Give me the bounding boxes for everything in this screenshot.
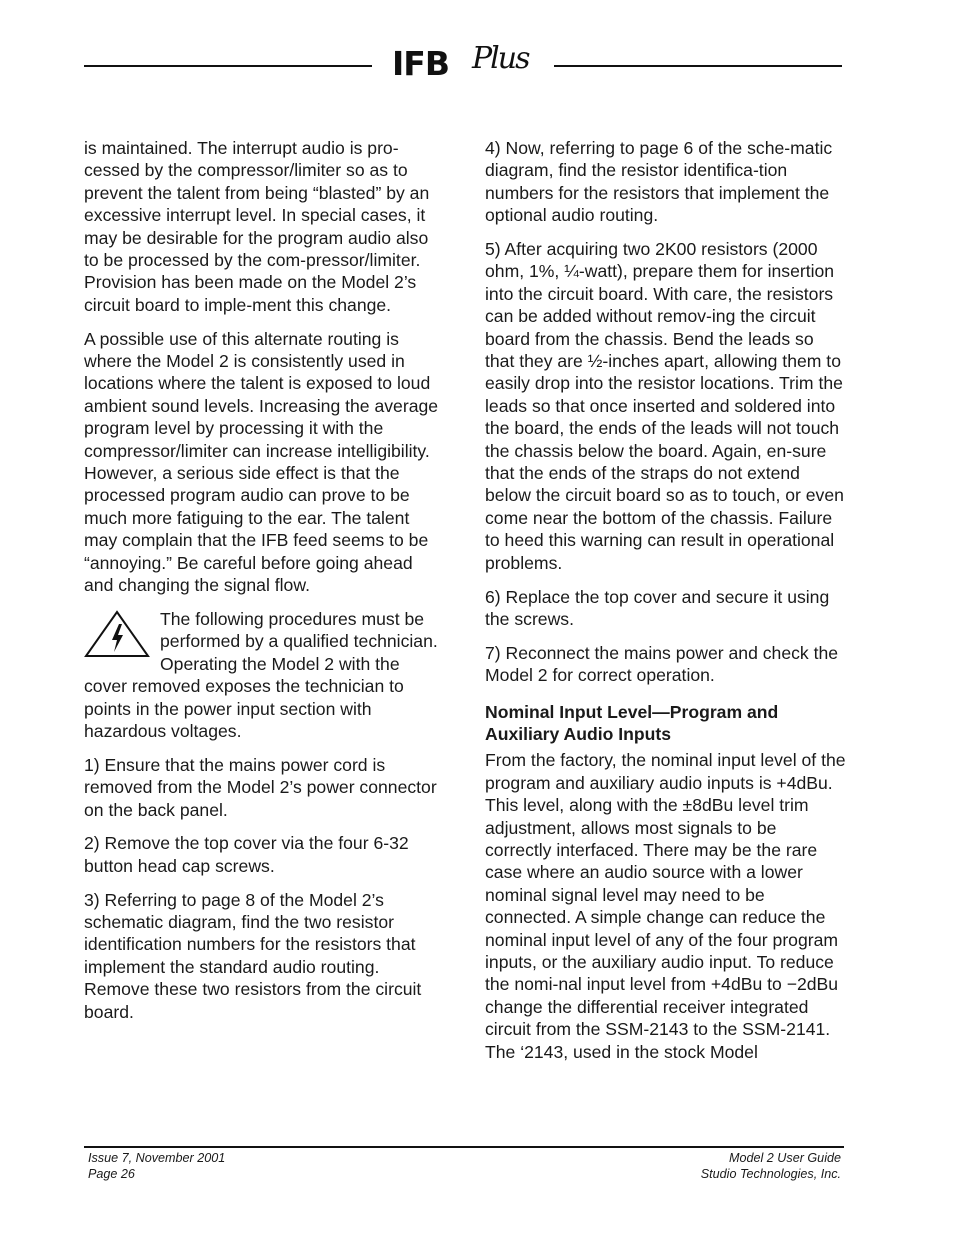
section-heading-nominal-input: Nominal Input Level—Program and Auxiliary Audio Inputs [485,701,779,744]
paragraph-alternate-routing: A possible use of this alternate routing is where the Model 2 is consistently used in locations where the talent is exposed to loud ambient sound levels. Increasing the average program level by processing it with the compressor/limiter can increase intelligibility. However, a serious side effect is that the processed program audio can prove to be much more fatiguing to the ear. The talent may complain that the IFB feed seems to be “annoying.” Be careful before going ahead and changing the signal flow. [84,328,439,596]
step-6: 6) Replace the top cover and secure it using the screws. [485,586,830,629]
ifb-plus-logo [392,42,542,86]
footer-issue: Issue 7, November 2001 [88,1151,226,1165]
logo-script-text: Plus [472,41,529,76]
step-1: 1) Ensure that the mains power cord is removed from the Model 2’s power connector on the back panel. [84,754,437,820]
right-column [485,137,847,1074]
warning-text: The following procedures must be performed by a qualified technician. Operating the Model 2 with the cover removed exposes the technician to points in the power input section with hazardous voltages. [84,608,438,741]
footer-rule [84,1146,844,1148]
step-3: 3) Referring to page 8 of the Model 2’s schematic diagram, find the two resistor identification numbers for the resistors that implement the standard audio routing. Remove these two resistors from the circuit board. [84,889,422,1022]
header-rule-left [84,65,372,67]
footer-company: Studio Technologies, Inc. [700,1167,841,1181]
high-voltage-warning-icon [84,610,150,658]
footer-right [701,1150,841,1182]
footer-guide-title: Model 2 User Guide [729,1151,841,1165]
left-column [84,137,446,1034]
step-7: 7) Reconnect the mains power and check the Model 2 for correct operation. [485,642,839,686]
header-rule-right [554,65,842,67]
step-5: 5) After acquiring two 2K00 resistors (2000 ohm, 1%, ¼-watt), prepare them for insertion into the circuit board. With care, the resistors can be added without remov-ing the circuit board from the chassis. Bend the leads so that they are ½-inches apart, allowing them to easily drop into the resistor locations. Trim the leads so that once inserted and soldered into the board, the ends of the leads will not touch the chassis below the board. Again, en-sure that the ends of the straps do not extend below the circuit board so as to touch, or even come near the bottom of the chassis. Failure to heed this warning can result in operational problems. [485,239,844,573]
paragraph-nominal-input: From the factory, the nominal input level of the program and auxiliary audio inputs is +4dBu. This level, along with the ±8dBu level trim adjustment, allows most signals to be correctly interfaced. There may be the rare case where an audio source with a lower nominal signal level may need to be connected. A simple change can reduce the nominal input level of any of the four program inputs, or the auxiliary audio input. To reduce the nomi-nal input level from +4dBu to −2dBu change the differential receiver integrated circuit from the SSM-2143 to the SSM-2141. The ‘2143, used in the stock Model [485,750,846,1062]
logo-main-text: IFB [392,44,449,83]
footer-left [88,1150,225,1182]
step-4: 4) Now, referring to page 6 of the sche-matic diagram, find the resistor identifica-tion numbers for the resistors that implement the optional audio routing. [485,138,833,226]
hazard-warning [84,608,446,742]
paragraph-routing-intro: is maintained. The interrupt audio is pro-cessed by the compressor/limiter so as to prevent the talent from being “blasted” by an excessive interrupt level. In special cases, it may be desirable for the program audio also to be processed by the com-pressor/limiter. Provision has been made on the Model 2’s circuit board to imple-ment this change. [84,138,430,315]
step-2: 2) Remove the top cover via the four 6-32 button head cap screws. [84,833,409,876]
footer-page-number: Page 26 [88,1167,135,1181]
